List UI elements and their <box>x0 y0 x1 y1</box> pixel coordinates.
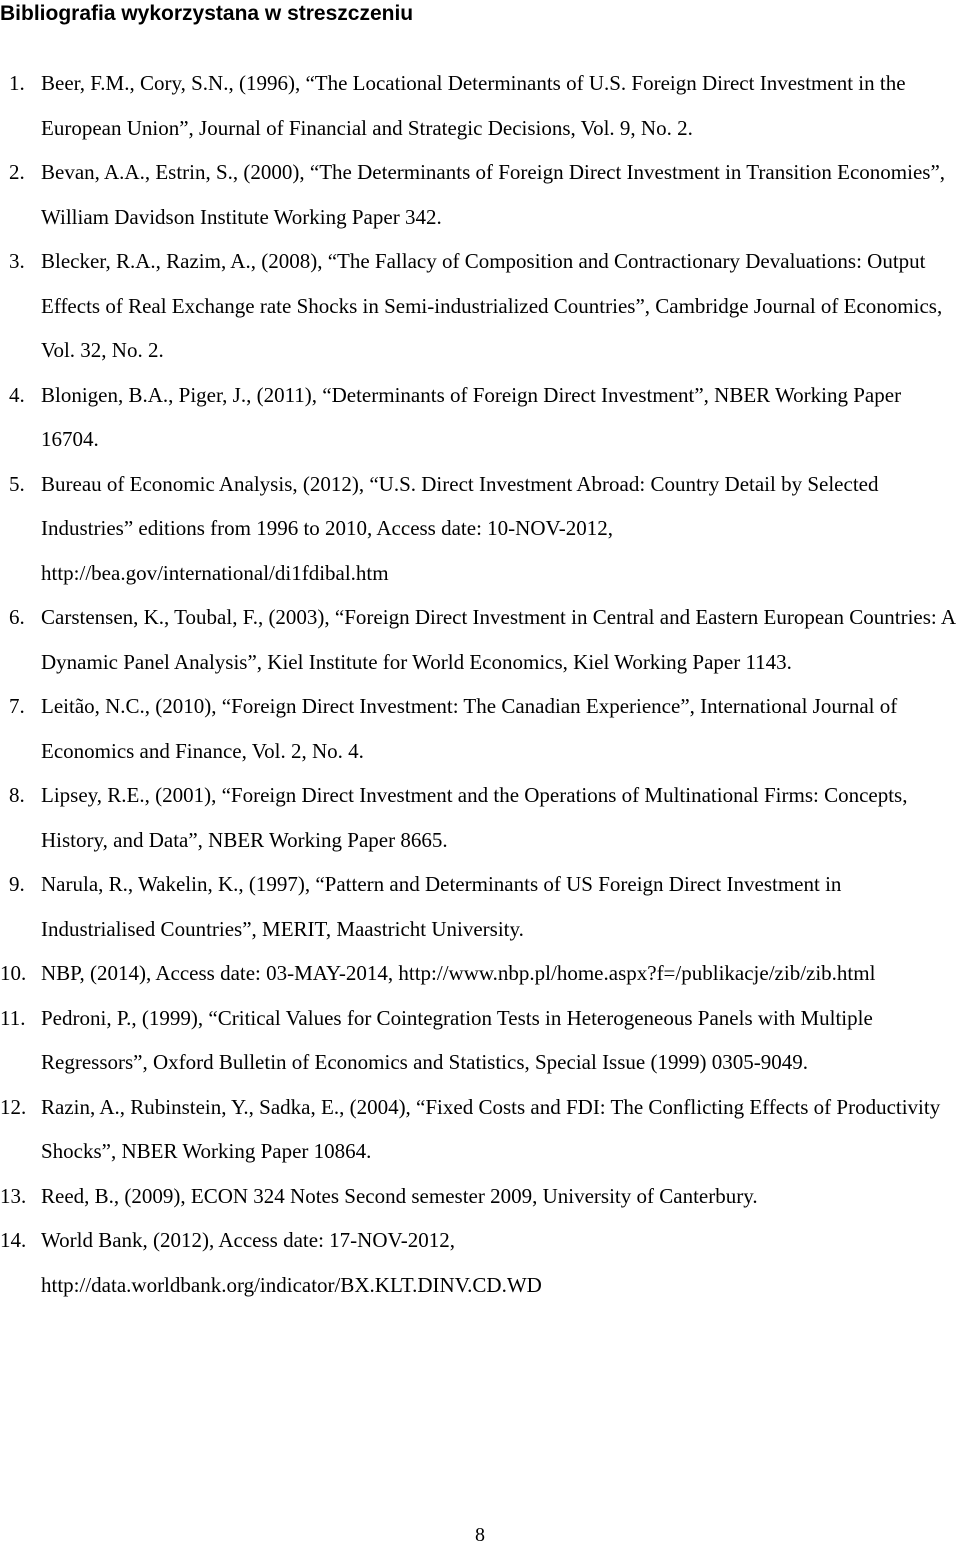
list-item-number: 14. <box>0 1228 27 1252</box>
list-item <box>0 1218 955 1307</box>
list-item <box>0 951 955 996</box>
list-item-text: Narula, R., Wakelin, K., (1997), “Pattern and Determinants of US Foreign Direct Investment in Industrialised Countries”, MERIT, Maastricht University. <box>41 872 842 941</box>
list-item <box>0 373 955 462</box>
list-item-number: 4. <box>9 382 25 407</box>
list-item <box>0 239 955 373</box>
list-item-text: NBP, (2014), Access date: 03-MAY-2014, http://www.nbp.pl/home.aspx?f=/publikacje/zib/zib.html <box>41 961 876 985</box>
page-title: Bibliografia wykorzystana w streszczeniu <box>0 2 414 25</box>
list-item-number: 1. <box>9 71 25 95</box>
list-item-text: Bevan, A.A., Estrin, S., (2000), “The Determinants of Foreign Direct Investment in Transition Economies”, William Davidson Institute Working Paper 342. <box>41 160 946 229</box>
list-item-text: World Bank, (2012), Access date: 17-NOV-2012, http://data.worldbank.org/indicator/BX.KLT.DINV.CD.WD <box>41 1228 542 1297</box>
list-item-text: Lipsey, R.E., (2001), “Foreign Direct Investment and the Operations of Multinational Firms: Concepts, History, and Data”, NBER Working Paper 8665. <box>41 783 908 852</box>
list-item <box>0 1174 955 1219</box>
list-item <box>0 595 955 684</box>
list-item <box>0 61 955 150</box>
list-item-number: 8. <box>9 783 25 807</box>
list-item <box>0 862 955 951</box>
list-item-number: 12. <box>0 1094 27 1119</box>
list-item-text: Pedroni, P., (1999), “Critical Values for Cointegration Tests in Heterogeneous Panels with Multiple Regressors”, Oxford Bulletin of Economics and Statistics, Special Issue (1999) 0305-9049. <box>41 1005 873 1074</box>
list-item <box>0 684 955 773</box>
list-item-text: Blecker, R.A., Razim, A., (2008), “The Fallacy of Composition and Contractionary Devaluations: Output Effects of Real Exchange rate Shocks in Semi-industrialized Countries”, Cambridge Journal of Economics, Vol. 32, No. 2. <box>41 249 943 362</box>
list-item-text: Beer, F.M., Cory, S.N., (1996), “The Locational Determinants of U.S. Foreign Direct Investment in the European Union”, Journal of Financial and Strategic Decisions, Vol. 9, No. 2. <box>41 71 906 140</box>
list-item-number: 5. <box>9 471 25 496</box>
list-item-number: 3. <box>9 249 25 273</box>
list-item-number: 9. <box>9 872 25 896</box>
list-item-text: Blonigen, B.A., Piger, J., (2011), “Determinants of Foreign Direct Investment”, NBER Working Paper 16704. <box>41 382 902 451</box>
list-item-number: 10. <box>0 961 27 985</box>
list-item <box>0 773 955 862</box>
list-item-number: 13. <box>0 1183 27 1208</box>
list-item <box>0 996 955 1085</box>
list-item-number: 6. <box>9 605 25 629</box>
page-number: 8 <box>475 1524 485 1546</box>
list-item-number: 2. <box>9 160 25 184</box>
list-item-text: Bureau of Economic Analysis, (2012), “U.S. Direct Investment Abroad: Country Detail by Selected Industries” editions from 1996 to 2010, Access date: 10-NOV-2012, http://bea.gov/international/di1fdibal.htm <box>41 471 879 585</box>
list-item <box>0 150 955 239</box>
list-item-text: Leitão, N.C., (2010), “Foreign Direct Investment: The Canadian Experience”, International Journal of Economics and Finance, Vol. 2, No. 4. <box>41 694 898 763</box>
list-item-text: Razin, A., Rubinstein, Y., Sadka, E., (2004), “Fixed Costs and FDI: The Conflicting Effects of Productivity Shocks”, NBER Working Paper 10864. <box>41 1094 941 1163</box>
list-item <box>0 1085 955 1174</box>
list-item <box>0 462 955 596</box>
bibliography-list <box>0 61 955 1307</box>
list-item-number: 7. <box>9 694 25 718</box>
list-item-text: Carstensen, K., Toubal, F., (2003), “Foreign Direct Investment in Central and Eastern European Countries: A Dynamic Panel Analysis”, Kiel Institute for World Economics, Kiel Working Paper 1143. <box>41 605 955 674</box>
list-item-number: 11. <box>0 1005 26 1030</box>
list-item-text: Reed, B., (2009), ECON 324 Notes Second semester 2009, University of Canterbury. <box>41 1183 758 1208</box>
